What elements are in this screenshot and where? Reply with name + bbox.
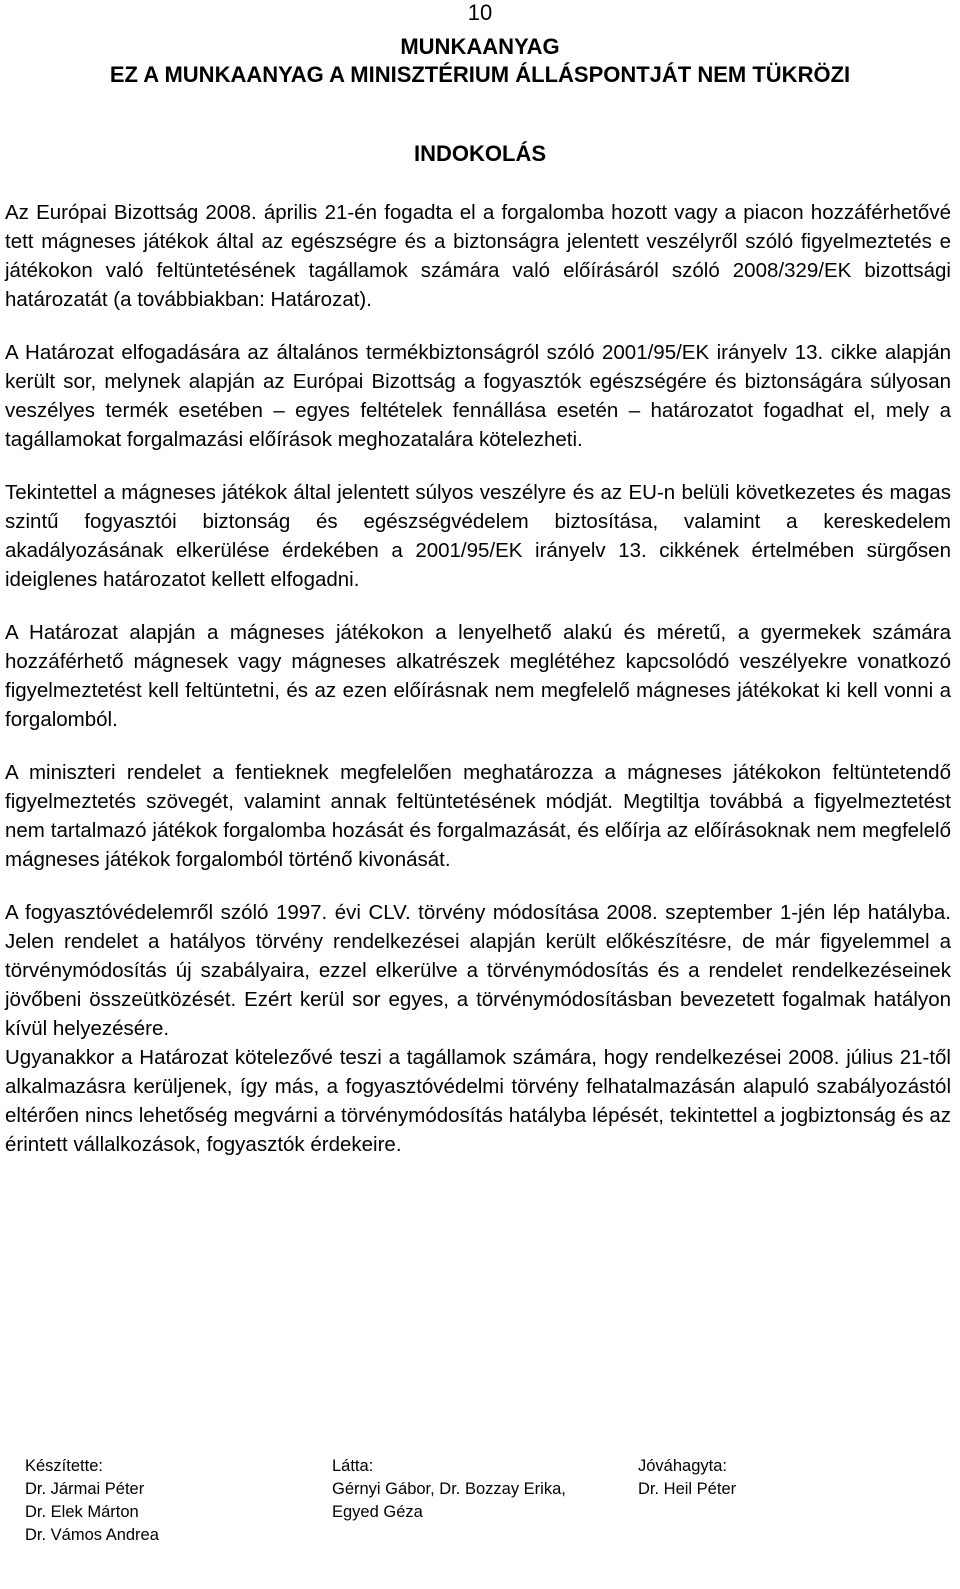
paragraph-3: Tekintettel a mágneses játékok által jelentett súlyos veszélyre és az EU-n belüli következetes és magas szintű fogyasztói biztonság és egészségvédelem biztosítása, valamint a kereskedelem akadályozásának elkerülése érdekében a 2001/95/EK irányelv 13. cikkének értelmében sürgősen ideiglenes határozatot kellett elfogadni. bbox=[5, 481, 951, 591]
seen-by-name: Gérnyi Gábor, Dr. Bozzay Erika, bbox=[332, 1480, 566, 1498]
paragraph-7: Ugyanakkor a Határozat kötelezővé teszi a tagállamok számára, hogy rendelkezései 2008. július 21-től alkalmazásra kerüljenek, így más, a fogyasztóvédelmi törvény felhatalmazásán alapuló szabályozástól eltérően nincs lehetőség megvárni a törvénymódosítás hatályba lépését, tekintettel a jogbiztonság és az érintett vállalkozások, fogyasztók érdekeire. bbox=[5, 1046, 951, 1156]
paragraph-5: A miniszteri rendelet a fentieknek megfelelően meghatározza a mágneses játékokon feltüntetendő figyelmeztetés szövegét, valamint annak feltüntetésének módját. Megtiltja továbbá a figyelmeztetést nem tartalmazó játékok forgalomba hozását és forgalmazását, és előírja az előírásoknak nem megfelelő mágneses játékok forgalomból történő kivonását. bbox=[5, 761, 951, 871]
paragraph-6: A fogyasztóvédelemről szóló 1997. évi CLV. törvény módosítása 2008. szeptember 1-jén lép hatályba. Jelen rendelet a hatályos törvény rendelkezései alapján került előkészítésre, de már figyelemmel a törvénymódosítás új szabályaira, ezzel elkerülve a törvénymódosítás és a rendelet rendelkezéseinek jövőbeni összeütközését. Ezért kerül sor egyes, a törvénymódosításban bevezetett fogalmak hatályon kívül helyezésére. bbox=[5, 901, 951, 1040]
paragraph-2: A Határozat elfogadására az általános termékbiztonságról szóló 2001/95/EK irányelv 13. cikke alapján került sor, melynek alapján az Európai Bizottság a fogyasztók egészségére és biztonságára súlyosan veszélyes termék esetében – egyes feltételek fennállása esetén – határozatot fogadhat el, mely a tagállamokat forgalmazási előírások meghozatalára kötelezheti. bbox=[5, 341, 951, 451]
paragraph-1: Az Európai Bizottság 2008. április 21-én fogadta el a forgalomba hozott vagy a piacon hozzáférhetővé tett mágneses játékok által az egészségre és a biztonságra jelentett veszélyről szóló figyelmeztetés e játékokon való feltüntetésének tagállamok számára való előírásáról szóló 2008/329/EK bizottsági határozatát (a továbbiakban: Határozat). bbox=[5, 201, 951, 311]
prepared-by-column bbox=[25, 1455, 159, 1547]
seen-by-column bbox=[332, 1455, 566, 1524]
prepared-by-name: Dr. Jármai Péter bbox=[25, 1480, 145, 1498]
draft-disclaimer: EZ A MUNKAANYAG A MINISZTÉRIUM ÁLLÁSPONTJÁT NEM TÜKRÖZI bbox=[109, 62, 851, 87]
signature-footer bbox=[25, 1455, 945, 1589]
seen-by-label: Látta: bbox=[332, 1457, 374, 1475]
approved-by-label: Jóváhagyta: bbox=[638, 1457, 727, 1475]
prepared-by-name: Dr. Vámos Andrea bbox=[25, 1526, 159, 1544]
approved-by-name: Dr. Heil Péter bbox=[638, 1480, 737, 1498]
body-text bbox=[5, 198, 951, 1159]
draft-label: MUNKAANYAG bbox=[400, 34, 560, 59]
seen-by-name: Egyed Géza bbox=[332, 1503, 423, 1521]
paragraph-4: A Határozat alapján a mágneses játékokon a lenyelhető alakú és méretű, a gyermekek számára hozzáférhető mágnesek vagy mágneses alkatrészek meglétéhez kapcsolódó veszélyekre vonatkozó figyelmeztetést kell feltüntetni, és az ezen előírásnak nem megfelelő mágneses játékokat ki kell vonni a forgalomból. bbox=[5, 621, 951, 731]
approved-by-column bbox=[638, 1455, 736, 1501]
section-title: INDOKOLÁS bbox=[414, 141, 546, 166]
prepared-by-label: Készítette: bbox=[25, 1457, 103, 1475]
page-number: 10 bbox=[467, 0, 493, 25]
prepared-by-name: Dr. Elek Márton bbox=[25, 1503, 139, 1521]
